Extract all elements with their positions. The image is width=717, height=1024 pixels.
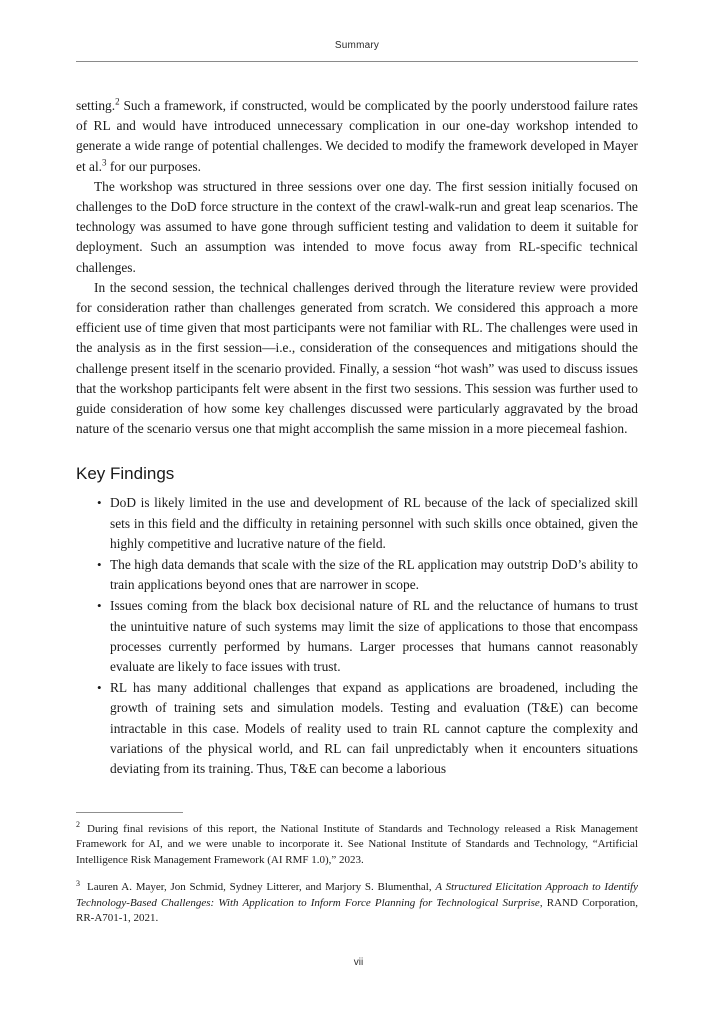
list-item [76,678,638,779]
page-body [76,96,638,780]
paragraph-text-segment: setting. [76,98,116,113]
footnote-title-italic: A Structured Elicitation Approach to Identify Technology-Based Challenges: With Application to Inform Force Planning for Technological Surprise [76,881,638,909]
footnote-number: 3 [76,878,80,888]
paragraph-workshop-structure: The workshop was structured in three sessions over one day. The first session initially focused on challenges to the DoD force structure in the context of the crawl-walk-run and great leap scenarios. The technology was assumed to have gone through sufficient testing and validation to deem it suitable for deployment. Such an assumption was intended to move focus away from RL-specific technical challenges. [76,178,638,275]
footnote-text: During final revisions of this report, the National Institute of Standards and Technology released a Risk Management Framework for AI, and we were unable to incorporate it. See National Institute of Standards and Technology, “Artificial Intelligence Risk Management Framework (AI RMF 1.0),” 2023. [76,823,638,866]
page-number: vii [353,957,364,968]
bullet-icon: • [97,598,102,614]
footnote-text: Lauren A. Mayer, Jon Schmid, Sydney Litterer, and Marjory S. Blumenthal, [87,881,436,894]
footnotes-section [76,812,638,938]
key-findings-list [76,493,638,779]
paragraph-text-segment: for our purposes. [106,158,201,174]
footnote-3 [76,880,638,926]
list-item [76,493,638,554]
list-item-text: The high data demands that scale with the size of the RL application may outstrip DoD’s ability to train applications beyond ones that are narrower in scope. [110,557,638,593]
footnote-text: , RAND Corporation, RR-A701-1, 2021. [76,896,638,925]
footnote-separator-rule [76,812,183,813]
bullet-icon: • [97,680,102,696]
footnote-number: 2 [76,820,80,830]
footnote-2 [76,822,638,868]
footnote-marker-3[interactable]: 3 [102,157,107,168]
list-item [76,555,638,595]
paragraph-second-session: In the second session, the technical challenges derived through the literature review were provided for consideration rather than challenges generated from scratch. We considered this approach a more efficient use of time given that most participants were not familiar with RL. The challenges were used in the analysis as in the first session—i.e., consideration of the consequences and mitigations should the challenge present itself in the scenario provided. Finally, a session “hot wash” was used to discuss issues that the workshop participants felt were absent in the first two sessions. This session was further used to guide consideration of how some key challenges discussed were particularly aggravated by the broad nature of the scenario versus one that might accomplish the same mission in a more piecemeal fashion. [76,279,638,437]
header-rule [76,61,638,62]
list-item [76,596,638,677]
running-head: Summary [334,40,380,51]
list-item-text: DoD is likely limited in the use and development of RL because of the lack of specialized skill sets in this field and the difficulty in retaining personnel with such skills once obtained, given the highly competitive and lucrative nature of the field. [110,495,638,551]
paragraph-text-segment: Such a framework, if constructed, would be complicated by the poorly understood failure rates of RL and would have introduced unnecessary complication in our one-day workshop intended to generate a wide range of potential challenges. We decided to modify the framework developed in Mayer et al. [76,98,638,174]
paragraph-setting [76,96,638,177]
list-item-text: RL has many additional challenges that expand as applications are broadened, including the growth of training sets and simulation models. Testing and evaluation (T&E) can become intractable in this case. Models of reality used to train RL cannot capture the complexity and variations of the physical world, and RL can fail unpredictably when it encounters situations deviating from its training. Thus, T&E can become a laborious [110,680,638,777]
bullet-icon: • [97,495,102,511]
footnote-marker-2[interactable]: 2 [115,96,120,107]
bullet-icon: • [97,557,102,573]
list-item-text: Issues coming from the black box decisional nature of RL and the reluctance of humans to trust the unintuitive nature of such systems may limit the size of applications to those that encompass processes currently performed by humans. Larger processes that humans cannot reasonably evaluate are likely to face issues with trust. [110,598,638,675]
section-heading-key-findings: Key Findings [76,464,175,484]
